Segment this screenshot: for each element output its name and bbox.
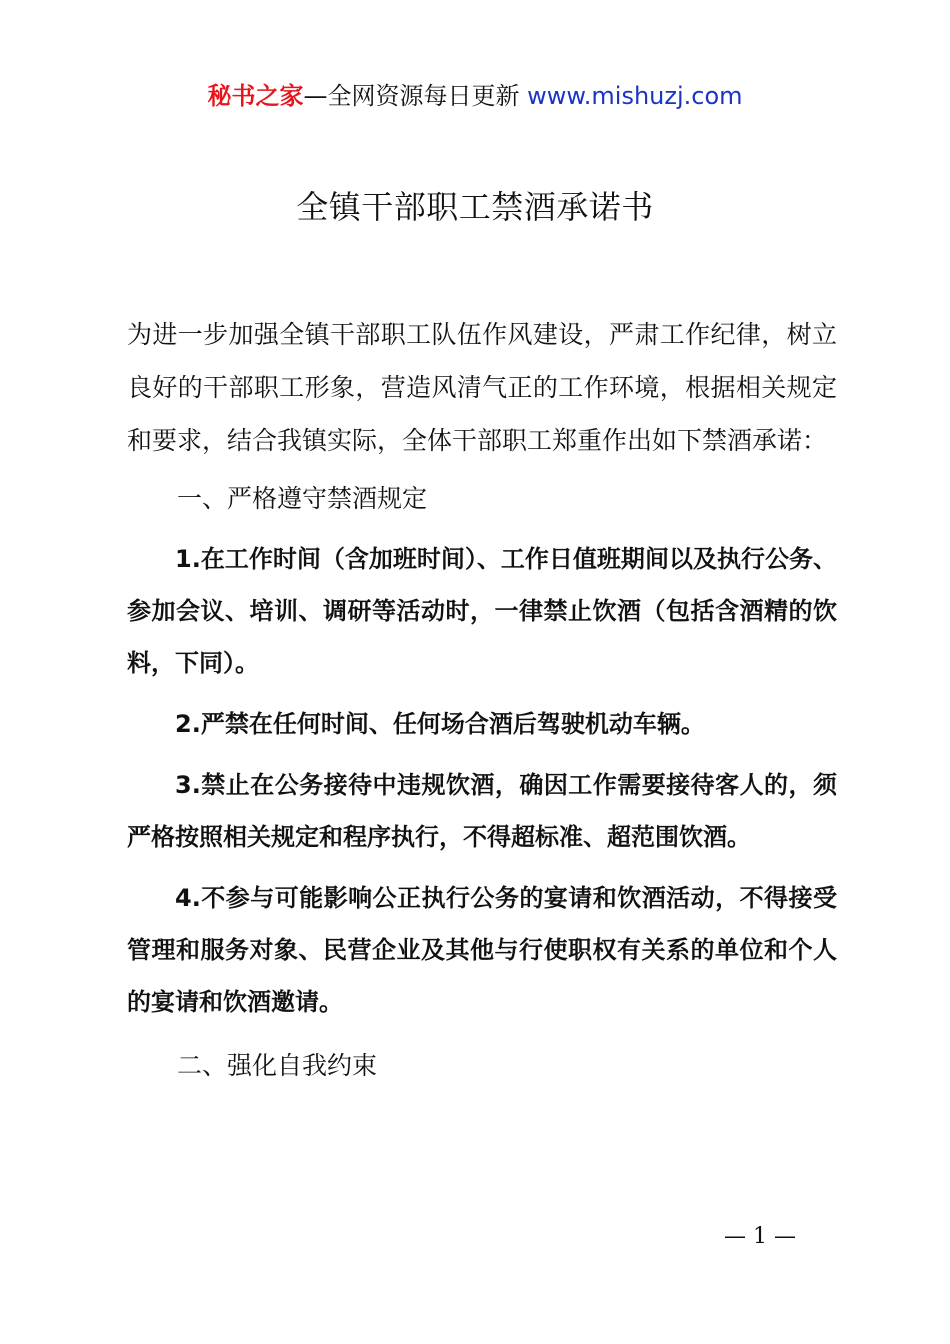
intro-paragraph: 为进一步加强全镇干部职工队伍作风建设，严肃工作纪律，树立良好的干部职工形象，营造风清气正的工作环境，根据相关规定和要求，结合我镇实际，全体干部职工郑重作出如下禁酒承诺： bbox=[127, 320, 837, 455]
page-number: — 1 — bbox=[724, 1224, 796, 1249]
rule-item-1: 1.在工作时间（含加班时间）、工作日值班期间以及执行公务、参加会议、培训、调研等活动时，一律禁止饮酒（包括含酒精的饮料，下同）。 bbox=[127, 545, 837, 677]
rule-item-3: 3.禁止在公务接待中违规饮酒，确因工作需要接待客人的，须严格按照相关规定和程序执行，不得超标准、超范围饮酒。 bbox=[127, 771, 837, 851]
section-heading-1: 一、严格遵守禁酒规定 bbox=[177, 484, 428, 513]
section-heading-2: 二、强化自我约束 bbox=[177, 1051, 378, 1080]
site-brand: 秘书之家 bbox=[207, 82, 304, 110]
document-body bbox=[127, 308, 837, 1096]
rule-item-4: 4.不参与可能影响公正执行公务的宴请和饮酒活动，不得接受管理和服务对象、民营企业及其他与行使职权有关系的单位和个人的宴请和饮酒邀请。 bbox=[127, 884, 837, 1016]
site-header bbox=[0, 79, 950, 113]
document-title: 全镇干部职工禁酒承诺书 bbox=[296, 188, 654, 226]
site-url-link[interactable]: www.mishuzj.com bbox=[527, 82, 743, 110]
site-tagline: —全网资源每日更新 bbox=[303, 82, 520, 110]
rule-item-2: 2.严禁在任何时间、任何场合酒后驾驶机动车辆。 bbox=[175, 710, 705, 738]
